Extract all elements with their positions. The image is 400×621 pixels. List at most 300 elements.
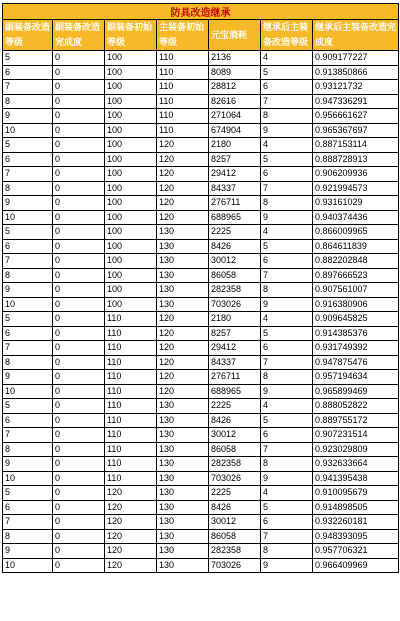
table-cell: 8257: [209, 326, 261, 341]
table-cell: 276711: [209, 370, 261, 385]
table-cell: 130: [157, 239, 209, 254]
table-cell: 0: [53, 341, 105, 356]
table-cell: 688965: [209, 384, 261, 399]
table-cell: 120: [157, 341, 209, 356]
table-row: [3, 152, 399, 167]
table-cell: 0: [53, 355, 105, 370]
table-cell: 7: [261, 94, 313, 109]
table-row: [3, 268, 399, 283]
table-cell: 0: [53, 94, 105, 109]
table-cell: 100: [105, 254, 157, 269]
table-cell: 2225: [209, 225, 261, 240]
table-cell: 5: [3, 399, 53, 414]
table-cell: 0: [53, 297, 105, 312]
table-cell: 0: [53, 529, 105, 544]
table-cell: 100: [105, 225, 157, 240]
table-cell: 282358: [209, 457, 261, 472]
table-cell: 0.957706321: [313, 544, 399, 559]
table-cell: 8: [3, 442, 53, 457]
table-cell: 100: [105, 196, 157, 211]
table-cell: 0: [53, 210, 105, 225]
table-cell: 0: [53, 428, 105, 443]
table-cell: 10: [3, 471, 53, 486]
table-cell: 120: [157, 326, 209, 341]
table-cell: 7: [261, 442, 313, 457]
table-cell: 9: [261, 210, 313, 225]
table-cell: 6: [3, 239, 53, 254]
table-cell: 2180: [209, 138, 261, 153]
table-cell: 0.906209936: [313, 167, 399, 182]
table-cell: 9: [261, 297, 313, 312]
table-row: [3, 515, 399, 530]
table-cell: 0: [53, 109, 105, 124]
table-cell: 86058: [209, 529, 261, 544]
table-cell: 5: [3, 312, 53, 327]
title-row: [3, 4, 399, 20]
table-cell: 0: [53, 515, 105, 530]
table-row: [3, 558, 399, 573]
table-cell: 7: [3, 428, 53, 443]
table-cell: 0.941395438: [313, 471, 399, 486]
table-cell: 130: [157, 413, 209, 428]
table-cell: 100: [105, 65, 157, 80]
table-row: [3, 370, 399, 385]
table-cell: 9: [261, 558, 313, 573]
table-cell: 688965: [209, 210, 261, 225]
table-row: [3, 326, 399, 341]
table-cell: 130: [157, 486, 209, 501]
table-cell: 9: [3, 109, 53, 124]
table-cell: 9: [3, 196, 53, 211]
table-row: [3, 225, 399, 240]
table-row: [3, 80, 399, 95]
table-cell: 282358: [209, 544, 261, 559]
header-cell: 主装备初始等级: [157, 20, 209, 51]
table-cell: 10: [3, 558, 53, 573]
table-cell: 5: [261, 152, 313, 167]
table-cell: 8426: [209, 413, 261, 428]
table-cell: 130: [157, 428, 209, 443]
table-cell: 0.940374436: [313, 210, 399, 225]
table-cell: 6: [3, 65, 53, 80]
table-cell: 100: [105, 94, 157, 109]
table-cell: 5: [261, 326, 313, 341]
table-cell: 110: [105, 399, 157, 414]
table-cell: 0.93161029: [313, 196, 399, 211]
table-cell: 0: [53, 65, 105, 80]
table-cell: 10: [3, 210, 53, 225]
table-cell: 9: [261, 384, 313, 399]
table-cell: 0.923029809: [313, 442, 399, 457]
table-row: [3, 341, 399, 356]
table-cell: 0: [53, 312, 105, 327]
table-row: [3, 109, 399, 124]
table-cell: 6: [261, 80, 313, 95]
spreadsheet: [2, 3, 398, 573]
table-cell: 8: [261, 544, 313, 559]
table-cell: 130: [157, 515, 209, 530]
table-cell: 100: [105, 138, 157, 153]
table-cell: 7: [261, 181, 313, 196]
table-cell: 130: [157, 297, 209, 312]
table-cell: 0.914898505: [313, 500, 399, 515]
table-cell: 5: [261, 239, 313, 254]
table-cell: 0: [53, 370, 105, 385]
table-row: [3, 544, 399, 559]
table-cell: 0: [53, 486, 105, 501]
table-cell: 0.888052822: [313, 399, 399, 414]
table-cell: 110: [105, 355, 157, 370]
table-cell: 0: [53, 442, 105, 457]
table-cell: 120: [105, 544, 157, 559]
table-cell: 110: [105, 471, 157, 486]
table-cell: 0: [53, 283, 105, 298]
table-cell: 100: [105, 297, 157, 312]
table-cell: 8: [3, 355, 53, 370]
table-cell: 0: [53, 399, 105, 414]
table-cell: 0.889755172: [313, 413, 399, 428]
table-cell: 0: [53, 457, 105, 472]
table-row: [3, 283, 399, 298]
table-cell: 110: [157, 123, 209, 138]
table-cell: 86058: [209, 442, 261, 457]
header-cell: 副装备改造等级: [3, 20, 53, 51]
table-cell: 0.907231514: [313, 428, 399, 443]
table-cell: 10: [3, 123, 53, 138]
table-row: [3, 210, 399, 225]
table-cell: 120: [157, 210, 209, 225]
table-row: [3, 94, 399, 109]
table-cell: 130: [157, 268, 209, 283]
table-cell: 4: [261, 138, 313, 153]
table-cell: 0.887153114: [313, 138, 399, 153]
table-row: [3, 428, 399, 443]
table-cell: 7: [3, 341, 53, 356]
table-cell: 0.913850866: [313, 65, 399, 80]
table-row: [3, 413, 399, 428]
table-cell: 100: [105, 167, 157, 182]
table-cell: 0: [53, 167, 105, 182]
table-row: [3, 457, 399, 472]
table-cell: 5: [261, 413, 313, 428]
table-cell: 9: [3, 457, 53, 472]
table-cell: 9: [3, 283, 53, 298]
table-cell: 6: [261, 515, 313, 530]
table-cell: 8: [261, 283, 313, 298]
table-cell: 130: [157, 471, 209, 486]
table-cell: 30012: [209, 515, 261, 530]
table-cell: 2136: [209, 51, 261, 66]
table-cell: 0.931749392: [313, 341, 399, 356]
table-cell: 110: [157, 51, 209, 66]
table-cell: 0.948393095: [313, 529, 399, 544]
table-cell: 110: [105, 370, 157, 385]
table-cell: 0: [53, 80, 105, 95]
table-cell: 7: [3, 254, 53, 269]
table-cell: 6: [3, 152, 53, 167]
table-cell: 2225: [209, 399, 261, 414]
table-cell: 5: [3, 51, 53, 66]
table-row: [3, 442, 399, 457]
table-body: [3, 51, 399, 573]
table-cell: 110: [105, 326, 157, 341]
table-cell: 28812: [209, 80, 261, 95]
table-cell: 703026: [209, 471, 261, 486]
table-row: [3, 239, 399, 254]
header-cell: 副装备初始等级: [105, 20, 157, 51]
table-row: [3, 471, 399, 486]
table-cell: 120: [157, 370, 209, 385]
table-row: [3, 167, 399, 182]
table-cell: 0.909177227: [313, 51, 399, 66]
table-cell: 82616: [209, 94, 261, 109]
table-cell: 674904: [209, 123, 261, 138]
table-cell: 8089: [209, 65, 261, 80]
table-cell: 8: [261, 196, 313, 211]
table-cell: 7: [3, 80, 53, 95]
table-cell: 130: [157, 558, 209, 573]
header-row: [3, 20, 399, 51]
table-cell: 8: [3, 181, 53, 196]
table-cell: 30012: [209, 428, 261, 443]
table-cell: 0.909645825: [313, 312, 399, 327]
table-cell: 0: [53, 413, 105, 428]
table-cell: 120: [157, 312, 209, 327]
table-cell: 7: [261, 268, 313, 283]
table-cell: 130: [157, 500, 209, 515]
table-cell: 5: [261, 500, 313, 515]
table-cell: 120: [157, 196, 209, 211]
table-cell: 0: [53, 384, 105, 399]
table-cell: 0: [53, 138, 105, 153]
table-cell: 0.907561007: [313, 283, 399, 298]
table-cell: 100: [105, 123, 157, 138]
table-row: [3, 51, 399, 66]
table-cell: 8257: [209, 152, 261, 167]
table-cell: 6: [261, 167, 313, 182]
table-cell: 5: [261, 65, 313, 80]
table-cell: 29412: [209, 341, 261, 356]
table-cell: 100: [105, 51, 157, 66]
table-cell: 84337: [209, 355, 261, 370]
header-cell: 继承后主装备改造完成度: [313, 20, 399, 51]
table-cell: 0: [53, 326, 105, 341]
table-cell: 0.932260181: [313, 515, 399, 530]
table-cell: 276711: [209, 196, 261, 211]
table-cell: 0.93121732: [313, 80, 399, 95]
table-cell: 282358: [209, 283, 261, 298]
table-cell: 110: [105, 312, 157, 327]
table-cell: 120: [157, 384, 209, 399]
table-cell: 130: [157, 529, 209, 544]
table-cell: 4: [261, 399, 313, 414]
table-cell: 100: [105, 80, 157, 95]
table-cell: 10: [3, 297, 53, 312]
table-cell: 6: [3, 413, 53, 428]
table-cell: 0.947336291: [313, 94, 399, 109]
table-cell: 120: [105, 515, 157, 530]
table-row: [3, 486, 399, 501]
table-cell: 0.866009965: [313, 225, 399, 240]
table-row: [3, 399, 399, 414]
table-cell: 0.932633664: [313, 457, 399, 472]
table-cell: 100: [105, 181, 157, 196]
table-cell: 9: [3, 370, 53, 385]
table-cell: 0.965899469: [313, 384, 399, 399]
table-cell: 0: [53, 51, 105, 66]
table-row: [3, 500, 399, 515]
table-cell: 120: [157, 138, 209, 153]
table-row: [3, 254, 399, 269]
table-cell: 130: [157, 399, 209, 414]
table-cell: 0.897666523: [313, 268, 399, 283]
table-cell: 0.910095679: [313, 486, 399, 501]
table-cell: 9: [261, 123, 313, 138]
table-cell: 0: [53, 225, 105, 240]
table-cell: 0.916380906: [313, 297, 399, 312]
table-cell: 8: [261, 109, 313, 124]
table-cell: 130: [157, 254, 209, 269]
table-cell: 0.965367697: [313, 123, 399, 138]
table-cell: 0.921994573: [313, 181, 399, 196]
table-cell: 130: [157, 544, 209, 559]
table-cell: 0.957194634: [313, 370, 399, 385]
table-cell: 29412: [209, 167, 261, 182]
inheritance-table: [2, 3, 399, 573]
table-cell: 5: [3, 225, 53, 240]
table-cell: 110: [157, 109, 209, 124]
table-row: [3, 355, 399, 370]
table-cell: 8: [261, 370, 313, 385]
table-cell: 0: [53, 268, 105, 283]
table-cell: 0.864611839: [313, 239, 399, 254]
table-cell: 0: [53, 471, 105, 486]
table-cell: 110: [105, 457, 157, 472]
table-cell: 120: [105, 558, 157, 573]
table-cell: 0.966409969: [313, 558, 399, 573]
table-cell: 703026: [209, 558, 261, 573]
table-row: [3, 138, 399, 153]
header-cell: 副装备改造完成度: [53, 20, 105, 51]
table-cell: 8: [3, 529, 53, 544]
table-cell: 120: [105, 486, 157, 501]
table-cell: 9: [261, 471, 313, 486]
table-cell: 110: [105, 341, 157, 356]
table-cell: 0: [53, 196, 105, 211]
table-cell: 0.882202848: [313, 254, 399, 269]
table-cell: 130: [157, 457, 209, 472]
table-cell: 130: [157, 225, 209, 240]
table-title: 防具改造继承: [3, 4, 399, 20]
table-cell: 100: [105, 210, 157, 225]
table-cell: 0: [53, 239, 105, 254]
table-cell: 7: [3, 167, 53, 182]
table-row: [3, 196, 399, 211]
table-row: [3, 65, 399, 80]
table-cell: 4: [261, 312, 313, 327]
table-cell: 110: [157, 65, 209, 80]
table-row: [3, 529, 399, 544]
table-cell: 703026: [209, 297, 261, 312]
table-cell: 8: [261, 457, 313, 472]
table-cell: 84337: [209, 181, 261, 196]
table-row: [3, 123, 399, 138]
table-cell: 100: [105, 239, 157, 254]
table-cell: 120: [157, 167, 209, 182]
table-cell: 86058: [209, 268, 261, 283]
table-cell: 0: [53, 123, 105, 138]
table-cell: 120: [105, 529, 157, 544]
table-cell: 120: [157, 181, 209, 196]
table-cell: 5: [3, 486, 53, 501]
table-cell: 271064: [209, 109, 261, 124]
table-cell: 30012: [209, 254, 261, 269]
table-cell: 4: [261, 51, 313, 66]
table-cell: 0.947875476: [313, 355, 399, 370]
table-cell: 0.956661627: [313, 109, 399, 124]
table-cell: 8426: [209, 500, 261, 515]
table-cell: 0: [53, 254, 105, 269]
table-cell: 110: [105, 384, 157, 399]
table-cell: 6: [261, 428, 313, 443]
table-cell: 4: [261, 225, 313, 240]
table-cell: 100: [105, 283, 157, 298]
table-cell: 0.914385376: [313, 326, 399, 341]
table-cell: 0: [53, 544, 105, 559]
table-cell: 6: [261, 254, 313, 269]
table-cell: 130: [157, 442, 209, 457]
table-cell: 110: [105, 442, 157, 457]
table-cell: 100: [105, 152, 157, 167]
table-cell: 120: [157, 152, 209, 167]
table-cell: 100: [105, 109, 157, 124]
table-cell: 110: [105, 428, 157, 443]
table-cell: 8: [3, 268, 53, 283]
table-cell: 10: [3, 384, 53, 399]
table-row: [3, 297, 399, 312]
table-cell: 110: [105, 413, 157, 428]
table-cell: 5: [3, 138, 53, 153]
table-cell: 6: [261, 341, 313, 356]
table-cell: 0.888728913: [313, 152, 399, 167]
table-cell: 8426: [209, 239, 261, 254]
table-cell: 8: [3, 94, 53, 109]
table-row: [3, 312, 399, 327]
table-cell: 7: [3, 515, 53, 530]
table-cell: 9: [3, 544, 53, 559]
header-cell: 继承后主装备改造等级: [261, 20, 313, 51]
table-row: [3, 384, 399, 399]
table-cell: 2225: [209, 486, 261, 501]
table-cell: 0: [53, 152, 105, 167]
table-cell: 120: [105, 500, 157, 515]
table-cell: 100: [105, 268, 157, 283]
table-cell: 6: [3, 326, 53, 341]
table-cell: 0: [53, 500, 105, 515]
table-row: [3, 181, 399, 196]
table-cell: 0: [53, 181, 105, 196]
table-cell: 4: [261, 486, 313, 501]
table-cell: 130: [157, 283, 209, 298]
table-cell: 120: [157, 355, 209, 370]
table-cell: 6: [3, 500, 53, 515]
table-cell: 110: [157, 80, 209, 95]
table-cell: 0: [53, 558, 105, 573]
table-cell: 7: [261, 355, 313, 370]
table-cell: 2180: [209, 312, 261, 327]
header-cell: 元宝消耗: [209, 20, 261, 51]
table-cell: 7: [261, 529, 313, 544]
